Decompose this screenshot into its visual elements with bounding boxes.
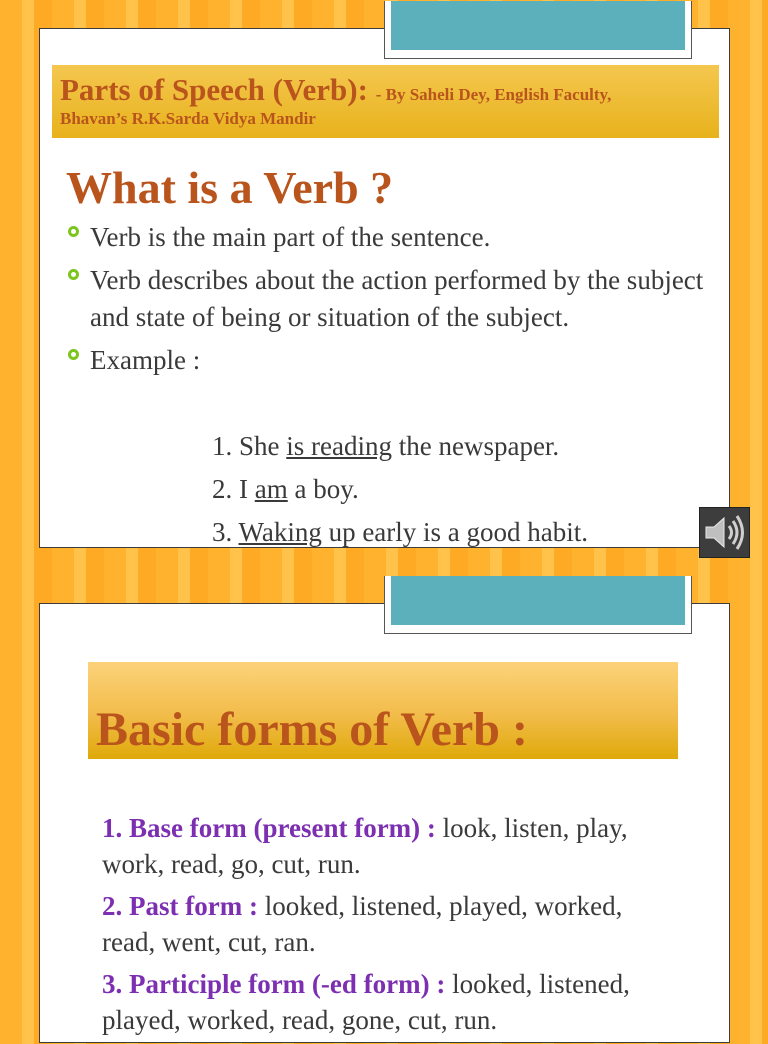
author-line: - By Saheli Dey, English Faculty, xyxy=(375,85,612,104)
example-item: 3. Waking up early is a good habit. xyxy=(212,517,589,547)
bullet-item: Verb describes about the action performed by the subject and state of being or situation of the subject. xyxy=(66,262,706,336)
bullet-list xyxy=(66,219,706,385)
bullet-item: Example : xyxy=(66,342,706,379)
verb-underlined: Waking xyxy=(238,517,322,547)
slide-heading: What is a Verb ? xyxy=(66,162,394,213)
verb-forms-list xyxy=(102,810,662,1044)
slide-tab xyxy=(384,1,692,59)
bullet-ring-icon xyxy=(68,349,79,360)
form-words: look, listen, play, work, read, go, cut, run. xyxy=(102,813,628,879)
presentation-title: Parts of Speech (Verb): xyxy=(60,72,376,107)
form-label: 3. Participle form (-ed form) : xyxy=(102,969,453,999)
slide-tab-fill xyxy=(391,1,685,50)
form-words: looked, listened, played, worked, read, gone, cut, run. xyxy=(102,969,630,1035)
example-list xyxy=(212,425,588,554)
form-label: 2. Past form : xyxy=(102,891,265,921)
bullet-item: Verb is the main part of the sentence. xyxy=(66,219,706,256)
verb-underlined: is reading xyxy=(286,431,392,461)
slide-tab-fill xyxy=(391,576,685,625)
slide-tab xyxy=(384,576,692,634)
heading-bar xyxy=(88,662,678,759)
example-item: 1. She is reading the newspaper. xyxy=(212,431,560,461)
title-bar xyxy=(52,65,719,138)
speaker-icon[interactable] xyxy=(699,507,750,558)
slide-verb-definition xyxy=(39,28,730,548)
slide-basic-forms xyxy=(39,603,730,1043)
verb-form-item xyxy=(102,966,662,1038)
form-label: 1. Base form (present form) : xyxy=(102,813,443,843)
verb-form-item xyxy=(102,810,662,882)
slide-heading: Basic forms of Verb : xyxy=(96,703,528,756)
verb-form-item xyxy=(102,888,662,960)
school-name: Bhavan’s R.K.Sarda Vidya Mandir xyxy=(60,109,316,128)
example-item: 2. I am a boy. xyxy=(212,474,359,504)
bullet-ring-icon xyxy=(68,226,79,237)
bullet-ring-icon xyxy=(68,269,79,280)
form-words: looked, listened, played, worked, read, went, cut, ran. xyxy=(102,891,623,957)
verb-underlined: am xyxy=(254,474,288,504)
